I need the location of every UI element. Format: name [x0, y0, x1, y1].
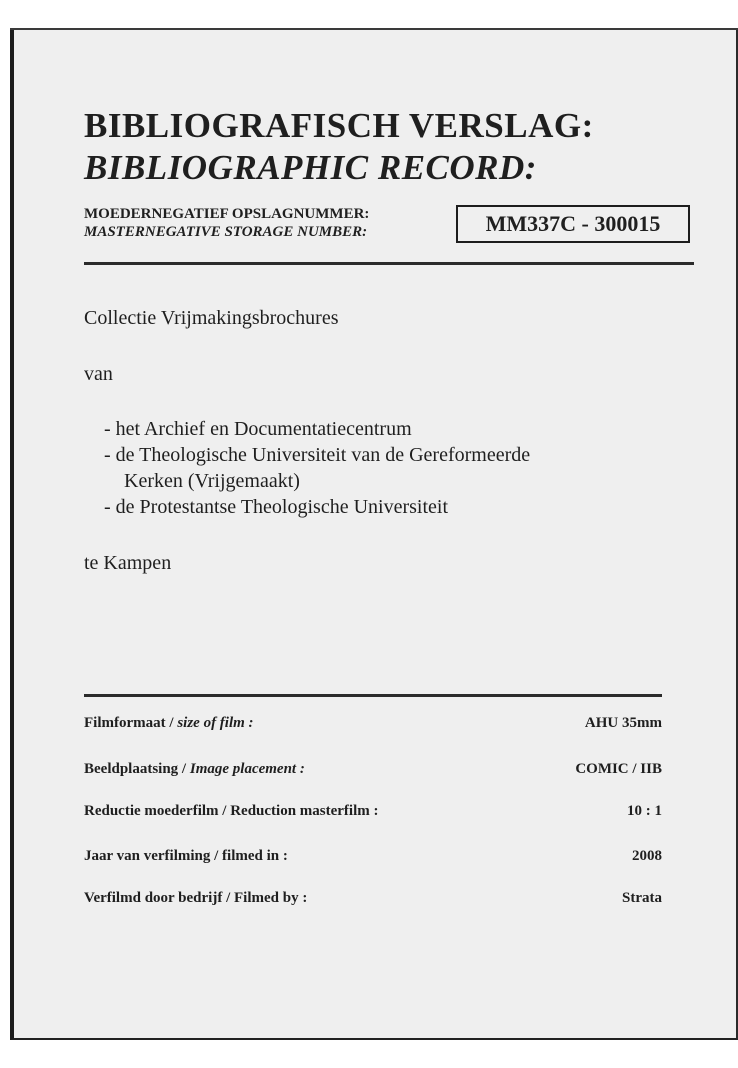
- detail-row-reduction: [84, 803, 662, 825]
- van-text: van: [84, 363, 113, 385]
- list-item-continuation: Kerken (Vrijgemaakt): [124, 470, 300, 492]
- details-divider: [84, 694, 662, 697]
- detail-label: Filmformaat / size of film :: [84, 715, 254, 731]
- place-text: te Kampen: [84, 552, 172, 574]
- storage-label-english: MASTERNEGATIVE STORAGE NUMBER:: [84, 224, 368, 240]
- list-item: - het Archief en Documentatiecentrum: [104, 418, 412, 440]
- title-english: BIBLIOGRAPHIC RECORD:: [84, 148, 537, 187]
- collection-title: Collectie Vrijmakingsbrochures: [84, 307, 339, 329]
- list-item: - de Theologische Universiteit van de Gereformeerde: [104, 444, 531, 466]
- detail-value: Strata: [622, 890, 662, 906]
- storage-number-box: [456, 205, 690, 243]
- storage-label-dutch: MOEDERNEGATIEF OPSLAGNUMMER:: [84, 206, 370, 222]
- detail-row-image-placement: [84, 761, 662, 783]
- detail-value: COMIC / IIB: [575, 761, 662, 777]
- detail-label: Verfilmd door bedrijf / Filmed by :: [84, 890, 308, 906]
- detail-label: Reductie moederfilm / Reduction masterfilm :: [84, 803, 379, 819]
- detail-row-year: [84, 848, 662, 870]
- title-dutch: BIBLIOGRAFISCH VERSLAG:: [84, 106, 594, 145]
- detail-label: Beeldplaatsing / Image placement :: [84, 761, 305, 777]
- detail-value: AHU 35mm: [584, 715, 662, 731]
- list-item: - de Protestantse Theologische Universiteit: [104, 496, 448, 518]
- detail-row-film-size: [84, 715, 662, 737]
- detail-value: 10 : 1: [627, 803, 662, 819]
- detail-row-filmed-by: [84, 890, 662, 912]
- detail-value: 2008: [632, 848, 662, 864]
- header-divider: [84, 262, 694, 265]
- storage-number: MM337C - 300015: [485, 211, 661, 236]
- detail-label: Jaar van verfilming / filmed in :: [84, 848, 288, 864]
